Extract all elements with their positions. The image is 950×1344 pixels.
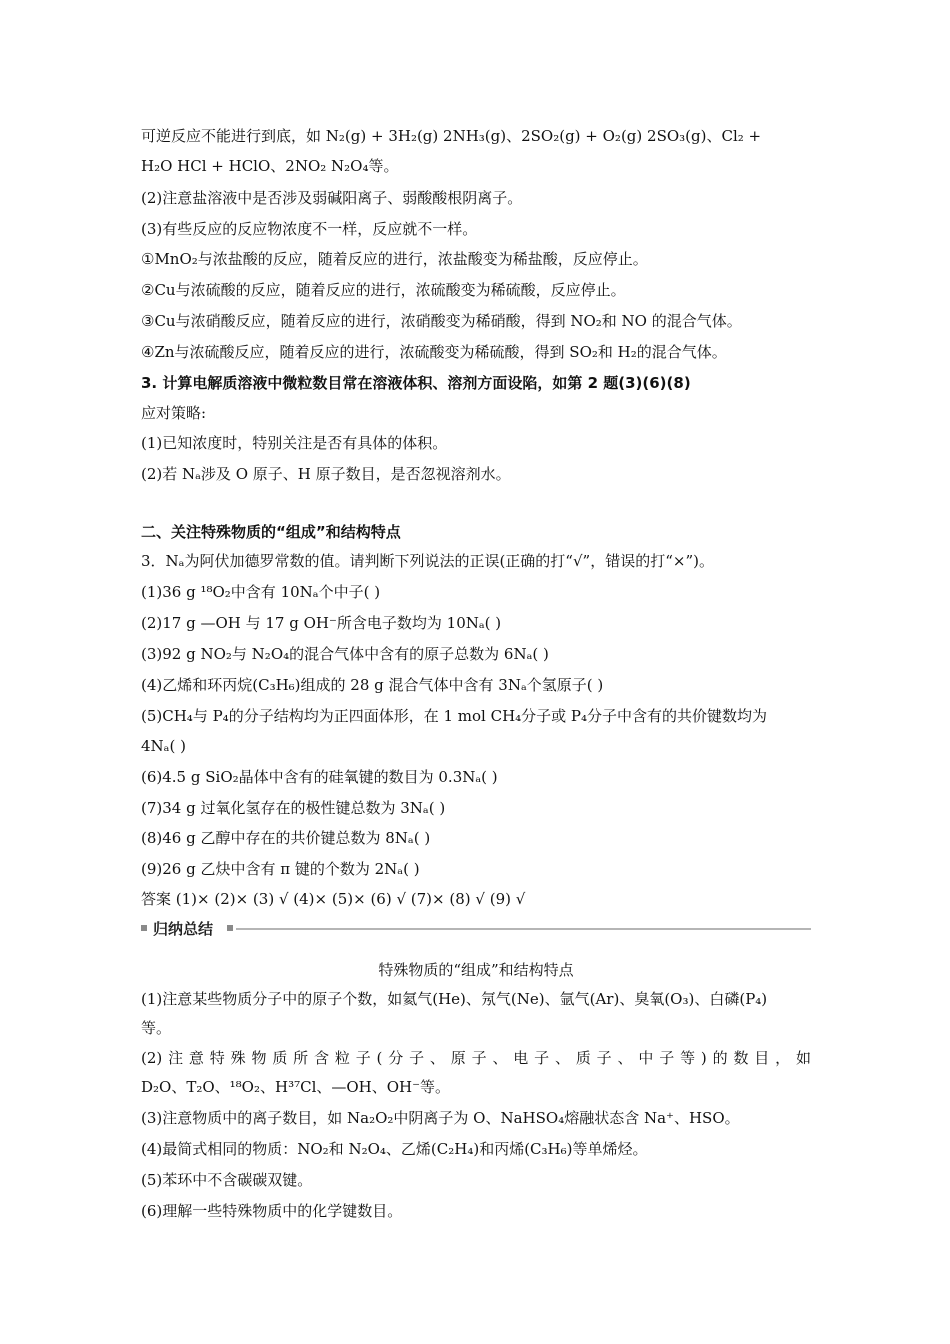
text-line: 应对策略: (141, 404, 207, 422)
text-line: ③Cu与浓硝酸反应，随着反应的进行，浓硝酸变为稀硝酸，得到 NO₂和 NO 的混合气体。 (141, 312, 742, 330)
text-line: H₂O HCl + HClO、2NO₂ N₂O₄等。 (141, 157, 399, 175)
text-line: ②Cu与浓硫酸的反应，随着反应的进行，浓硫酸变为稀硫酸，反应停止。 (141, 281, 626, 299)
question-stem: 3．Nₐ为阿伏加德罗常数的值。请判断下列说法的正误(正确的打“√”，错误的打“×”)。 (141, 552, 714, 570)
question-item: (1)36 g ¹⁸O₂中含有 10Nₐ个中子( ) (141, 583, 381, 601)
question-item: (7)34 g 过氧化氢存在的极性键总数为 3Nₐ( ) (141, 799, 446, 817)
summary-title: 特殊物质的“组成”和结构特点 (378, 961, 574, 979)
question-item: (9)26 g 乙炔中含有 π 键的个数为 2Nₐ( ) (141, 860, 420, 878)
text-line: (6)理解一些特殊物质中的化学键数目。 (141, 1202, 403, 1220)
question-item: (2)17 g —OH 与 17 g OH⁻所含电子数均为 10Nₐ( ) (141, 614, 502, 632)
text-line: (2)注意盐溶液中是否涉及弱碱阳离子、弱酸酸根阴离子。 (141, 189, 523, 207)
question-item: (6)4.5 g SiO₂晶体中含有的硅氧键的数目为 0.3Nₐ( ) (141, 768, 498, 786)
section-heading: 二、关注特殊物质的“组成”和结构特点 (141, 523, 401, 541)
question-item: (3)92 g NO₂与 N₂O₄的混合气体中含有的原子总数为 6Nₐ( ) (141, 645, 549, 663)
question-item-continued: 4Nₐ( ) (141, 737, 186, 755)
text-line: (3)有些反应的反应物浓度不一样，反应就不一样。 (141, 220, 478, 238)
summary-label: 归纳总结 (153, 920, 214, 938)
section-point-heading: 3. 计算电解质溶液中微粒数目常在溶液体积、溶剂方面设陷，如第 2 题(3)(6)(8) (141, 374, 691, 392)
text-line: D₂O、T₂O、¹⁸O₂、H³⁷Cl、—OH、OH⁻等。 (141, 1078, 451, 1096)
text-line: (2)注意特殊物质所含粒子(分子、原子、电子、质子、中子等)的数目，如 (141, 1049, 811, 1067)
text-line: (1)已知浓度时，特别关注是否有具体的体积。 (141, 434, 448, 452)
question-item: (4)乙烯和环丙烷(C₃H₆)组成的 28 g 混合气体中含有 3Nₐ个氢原子( ) (141, 676, 604, 694)
text-line: (3)注意物质中的离子数目，如 Na₂O₂中阴离子为 O、NaHSO₄熔融状态含 Na⁺、HSO。 (141, 1109, 740, 1127)
square-bullet-icon (141, 925, 147, 931)
question-item: (5)CH₄与 P₄的分子结构均为正四面体形，在 1 mol CH₄分子或 P₄分子中含有的共价键数均为 (141, 707, 768, 725)
text-line: ①MnO₂与浓盐酸的反应，随着反应的进行，浓盐酸变为稀盐酸，反应停止。 (141, 250, 648, 268)
text-line: 等。 (141, 1019, 172, 1037)
summary-header (141, 918, 811, 940)
text-line: (5)苯环中不含碳碳双键。 (141, 1171, 313, 1189)
text-line: 可逆反应不能进行到底，如 N₂(g) + 3H₂(g) 2NH₃(g)、2SO₂(g) + O₂(g) 2SO₃(g)、Cl₂ + (141, 127, 762, 145)
text-line: ④Zn与浓硫酸反应，随着反应的进行，浓硫酸变为稀硫酸，得到 SO₂和 H₂的混合气体。 (141, 343, 727, 361)
text-line: (4)最简式相同的物质：NO₂和 N₂O₄、乙烯(C₂H₄)和丙烯(C₃H₆)等单烯烃。 (141, 1140, 648, 1158)
divider (236, 928, 811, 930)
question-item: (8)46 g 乙醇中存在的共价键总数为 8Nₐ( ) (141, 829, 431, 847)
answer-line: 答案 (1)× (2)× (3) √ (4)× (5)× (6) √ (7)× (8) √ (9) √ (141, 890, 526, 908)
text-line: (2)若 Nₐ涉及 O 原子、H 原子数目，是否忽视溶剂水。 (141, 465, 511, 483)
square-bullet-icon (227, 925, 233, 931)
text-line: (1)注意某些物质分子中的原子个数，如氦气(He)、氖气(Ne)、氩气(Ar)、臭氧(O₃)、白磷(P₄) (141, 990, 768, 1008)
